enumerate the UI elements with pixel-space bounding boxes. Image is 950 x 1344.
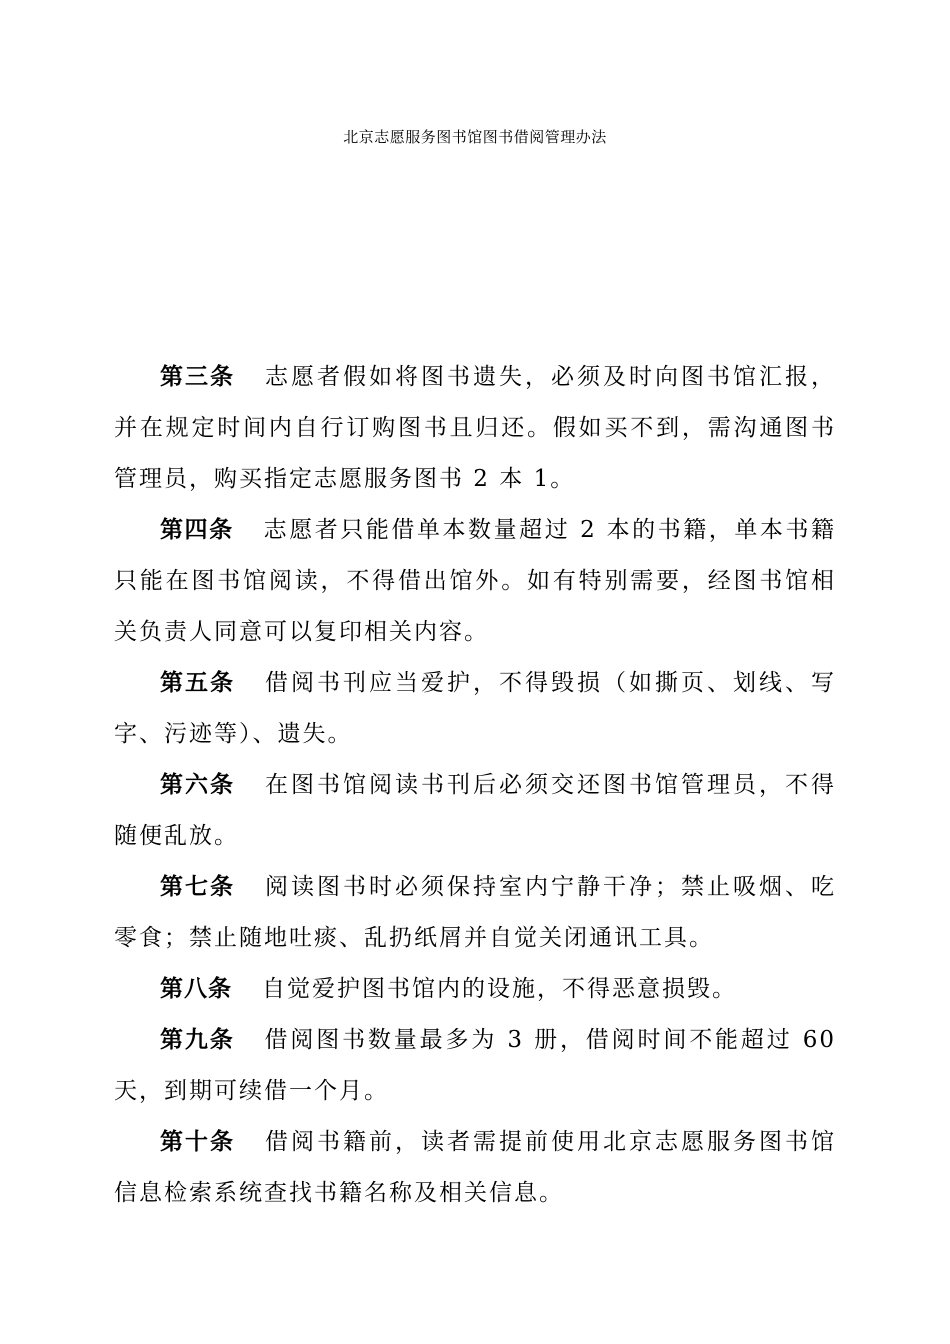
article-9 (114, 1015, 836, 1117)
article-text: 志愿者只能借单本数量超过 2 本的书籍，单本书籍只能在图书馆阅读，不得借出馆外。如有特别需要，经图书馆相关负责人同意可以复印相关内容。 (114, 517, 836, 645)
article-6 (114, 760, 836, 862)
page-title: 北京志愿服务图书馆图书借阅管理办法 (343, 128, 607, 146)
article-text: 借阅书刊应当爱护，不得毁损（如撕页、划线、写字、污迹等）、遗失。 (114, 670, 836, 747)
article-8 (114, 964, 836, 1015)
article-number: 第五条 (160, 670, 235, 696)
article-number: 第六条 (160, 772, 235, 798)
article-text: 借阅书籍前，读者需提前使用北京志愿服务图书馆信息检索系统查找书籍名称及相关信息。 (114, 1129, 836, 1206)
article-5 (114, 658, 836, 760)
article-number: 第十条 (160, 1129, 235, 1155)
article-text: 在图书馆阅读书刊后必须交还图书馆管理员，不得随便乱放。 (114, 772, 836, 849)
article-number: 第九条 (160, 1027, 235, 1053)
article-7 (114, 862, 836, 964)
article-4 (114, 505, 836, 658)
article-list (114, 352, 836, 1219)
article-number: 第四条 (160, 517, 234, 543)
article-number: 第三条 (160, 364, 235, 390)
article-10 (114, 1117, 836, 1219)
article-number: 第七条 (160, 874, 235, 900)
article-text: 自觉爱护图书馆内的设施，不得恶意损毁。 (262, 976, 737, 1002)
article-3 (114, 352, 836, 505)
article-number: 第八条 (160, 976, 232, 1002)
article-text: 借阅图书数量最多为 3 册，借阅时间不能超过 60 天，到期可续借一个月。 (114, 1027, 836, 1104)
article-text: 志愿者假如将图书遗失，必须及时向图书馆汇报，并在规定时间内自行订购图书且归还。假如买不到，需沟通图书管理员，购买指定志愿服务图书 2 本 1。 (114, 364, 836, 492)
article-text: 阅读图书时必须保持室内宁静干净；禁止吸烟、吃零食；禁止随地吐痰、乱扔纸屑并自觉关闭通讯工具。 (114, 874, 836, 951)
